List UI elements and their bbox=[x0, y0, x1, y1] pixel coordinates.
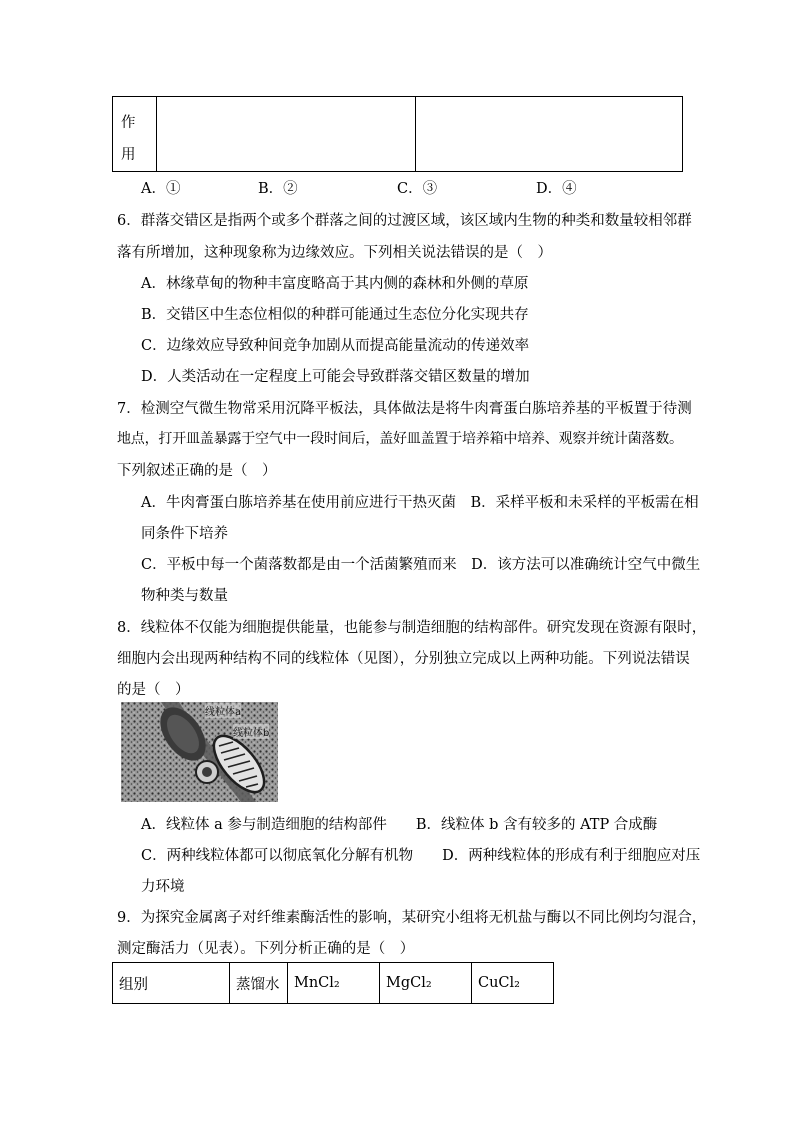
q5-option-c: C．③ bbox=[397, 181, 438, 197]
label-mitochondrion-a: 线粒体a bbox=[205, 703, 241, 718]
q7-option-ab-line1: A．牛肉膏蛋白胨培养基在使用前应进行干热灭菌 B．采样平板和未采样的平板需在相 bbox=[141, 495, 699, 511]
q7-stem-line3: 下列叙述正确的是（ ） bbox=[117, 463, 277, 479]
q8-option-ab: A．线粒体 a 参与制造细胞的结构部件 B．线粒体 b 含有较多的 ATP 合成酶 bbox=[141, 817, 658, 833]
row-label-cell bbox=[113, 97, 157, 172]
q8-stem-line3: 的是（ ） bbox=[117, 682, 190, 698]
table-cell bbox=[416, 97, 683, 172]
enzyme-table bbox=[112, 962, 554, 1004]
q5-option-d: D．④ bbox=[536, 181, 577, 197]
micrograph-drawing bbox=[121, 702, 278, 802]
header-cell-mgcl2: MgCl₂ bbox=[380, 963, 472, 1004]
q8-stem-line2: 细胞内会出现两种结构不同的线粒体（见图），分别独立完成以上两种功能。下列说法错误 bbox=[117, 651, 690, 667]
q7-stem-line2: 地点，打开皿盖暴露于空气中一段时间后，盖好皿盖置于培养箱中培养、观察并统计菌落数。 bbox=[117, 431, 683, 447]
header-cell-mncl2: MnCl₂ bbox=[288, 963, 380, 1004]
q6-stem-line1: 6．群落交错区是指两个或多个群落之间的过渡区域，该区域内生物的种类和数量较相邻群 bbox=[117, 213, 692, 229]
q8-stem-line1: 8．线粒体不仅能为细胞提供能量，也能参与制造细胞的结构部件。研究发现在资源有限时， bbox=[117, 620, 707, 636]
q8-option-cd-line2: 力环境 bbox=[141, 879, 185, 895]
q6-option-a: A．林缘草甸的物种丰富度略高于其内侧的森林和外侧的草原 bbox=[141, 276, 529, 292]
table-row bbox=[113, 963, 554, 1004]
q5-option-b: B．② bbox=[258, 181, 298, 197]
label-mitochondrion-b: 线粒体b bbox=[233, 724, 269, 739]
q6-option-b: B．交错区中生态位相似的种群可能通过生态位分化实现共存 bbox=[141, 307, 529, 323]
q5-option-a: A．① bbox=[141, 181, 181, 197]
q6-option-d: D．人类活动在一定程度上可能会导致群落交错区数量的增加 bbox=[141, 369, 530, 385]
q7-option-cd-line1: C．平板中每一个菌落数都是由一个活菌繁殖而来 D．该方法可以准确统计空气中微生 bbox=[141, 557, 701, 573]
q7-option-ab-line2: 同条件下培养 bbox=[141, 526, 228, 542]
mitochondria-micrograph bbox=[121, 702, 278, 802]
header-cell-group: 组别 bbox=[113, 963, 230, 1004]
row-label-line2: 用 bbox=[121, 147, 136, 163]
header-cell-cucl2: CuCl₂ bbox=[472, 963, 554, 1004]
q8-option-cd-line1: C．两种线粒体都可以彻底氧化分解有机物 D．两种线粒体的形成有利于细胞应对压 bbox=[141, 848, 701, 864]
q9-stem-line1: 9．为探究金属离子对纤维素酶活性的影响，某研究小组将无机盐与酶以不同比例均匀混合， bbox=[117, 910, 707, 926]
q7-option-cd-line2: 物种类与数量 bbox=[141, 588, 228, 604]
header-cell-water: 蒸馏水 bbox=[230, 963, 288, 1004]
q6-stem-line2: 落有所增加，这种现象称为边缘效应。下列相关说法错误的是（ ） bbox=[117, 245, 552, 261]
top-table bbox=[112, 96, 683, 172]
q9-stem-line2: 测定酶活力（见表）。下列分析正确的是（ ） bbox=[117, 941, 415, 957]
table-cell bbox=[157, 97, 416, 172]
q7-stem-line1: 7．检测空气微生物常采用沉降平板法，具体做法是将牛肉膏蛋白胨培养基的平板置于待测 bbox=[117, 401, 692, 417]
row-label-line1: 作 bbox=[121, 115, 136, 131]
q6-option-c: C．边缘效应导致种间竞争加剧从而提高能量流动的传递效率 bbox=[141, 338, 530, 354]
